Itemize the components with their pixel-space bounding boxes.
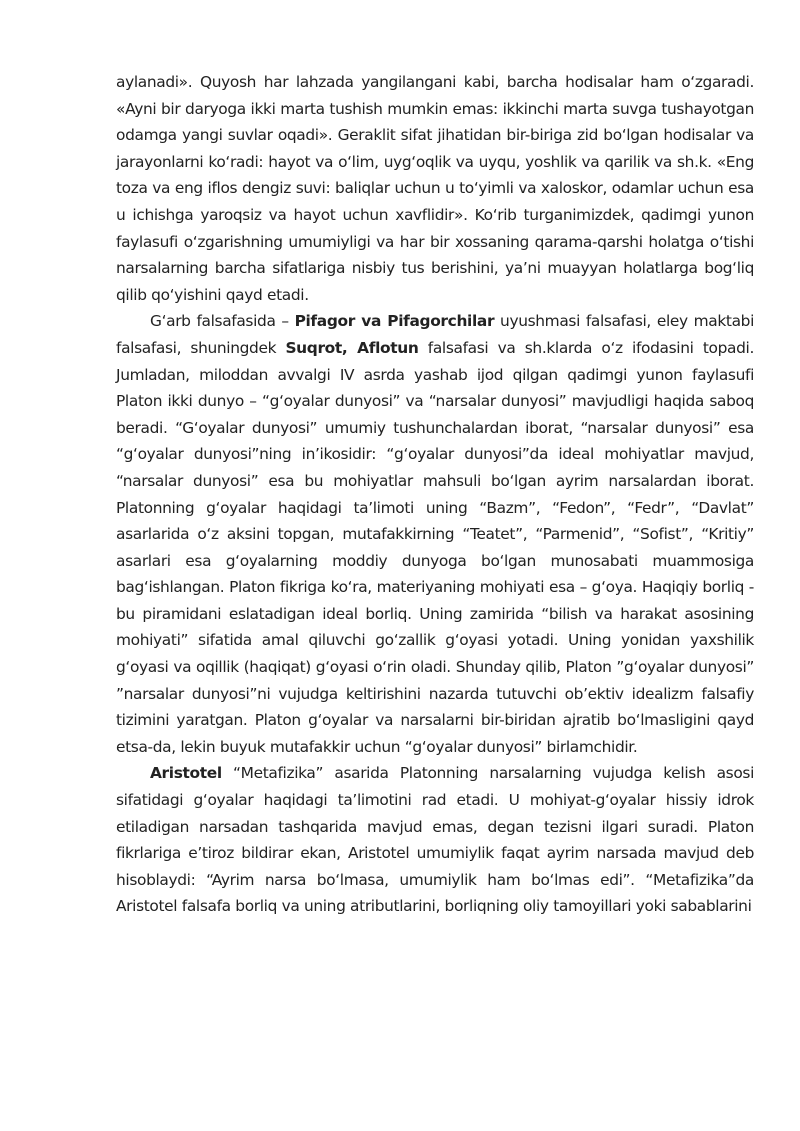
paragraph-plato bbox=[116, 308, 754, 760]
paragraph-plato-text-1: uyushmasi falsafasi, eley maktabi falsafasi, shuningdek bbox=[116, 312, 754, 357]
paragraph-plato-intro: G‘arb falsafasida – bbox=[150, 312, 295, 331]
paragraph-aristotle bbox=[116, 760, 754, 920]
document-page bbox=[116, 69, 754, 920]
bold-pythagoras: Pifagor va Pifagorchilar bbox=[294, 312, 495, 331]
paragraph-aristotle-text: “Metafizika” asarida Platonning narsalarning vujudga kelish asosi sifatidagi g‘oyalar haqidagi ta’limotini rad etadi. U mohiyat-g‘oyalar hissiy idrok etiladigan narsadan tashqarida mavjud emas, degan tezisni ilgari suradi. Platon fikrlariga e’tiroz bildirar ekan, Aristotel umumiylik faqat ayrim narsada mavjud deb hisoblaydi: “Ayrim narsa bo‘lmasa, umumiylik ham bo‘lmas edi”. “Metafizika”da Aristotel falsafa borliq va uning atributlarini, borliqning oliy tamoyillari yoki sabablarini bbox=[116, 764, 754, 916]
bold-socrates-plato: Suqrot, Aflotun bbox=[285, 338, 419, 357]
paragraph-heraclitus: aylanadi». Quyosh har lahzada yangilangani kabi, barcha hodisalar ham o‘zgaradi. «Ayni bir daryoga ikki marta tushish mumkin emas: ikkinchi marta suvga tushayotgan odamga yangi suvlar oqadi». Geraklit sifat jihatidan bir-biriga zid bo‘lgan hodisalar va jarayonlarni ko‘radi: hayot va o‘lim, uyg‘oqlik va uyqu, yoshlik va qarilik va sh.k. «Eng toza va eng iflos dengiz suvi: baliqlar uchun u to‘yimli va xaloskor, odamlar uchun esa u ichishga yaroqsiz va hayot uchun xavflidir». Ko‘rib turganimizdek, qadimgi yunon faylasufi o‘zgarishning umumiyligi va har bir xossaning qarama-qarshi holatga o‘tishi narsalarning barcha sifatlariga nisbiy tus berishini, ya’ni muayyan holatlarga bog‘liq qilib qo‘yishini qayd etadi. bbox=[116, 73, 754, 304]
paragraph-plato-text-2: falsafasi va sh.klarda o‘z ifodasini topadi. Jumladan, miloddan avvalgi IV asrda yashab ijod qilgan qadimgi yunon faylasufi Platon ikki dunyo – “g‘oyalar dunyosi” va “narsalar dunyosi” mavjudligi haqida saboq beradi. “G‘oyalar dunyosi” umumiy tushunchalardan iborat, “narsalar dunyosi” esa “g‘oyalar dunyosi”ning in’ikosidir: “g‘oyalar dunyosi”da ideal mohiyatlar mavjud, “narsalar dunyosi” esa bu mohiyatlar mahsuli bo‘lgan ayrim narsalardan iborat. Platonning g‘oyalar haqidagi ta’limoti uning “Bazm”, “Fedon”, “Fedr”, “Davlat” asarlarida o‘z aksini topgan, mutafakkirning “Teatet”, “Parmenid”, “Sofist”, “Kritiy” asarlari esa g‘oyalarning moddiy dunyoga bo‘lgan munosabati muammosiga bag‘ishlangan. Platon fikriga ko‘ra, materiyaning mohiyati esa – g‘oya. Haqiqiy borliq - bu piramidani eslatadigan ideal borliq. Uning zamirida “bilish va harakat asosining mohiyati” sifatida amal qiluvchi go‘zallik g‘oyasi yotadi. Uning yonidan yaxshilik g‘oyasi va oqillik (haqiqat) g‘oyasi o‘rin oladi. Shunday qilib, Platon ”g‘oyalar dunyosi” ”narsalar dunyosi”ni vujudga keltirishini nazarda tutuvchi ob’ektiv idealizm falsafiy tizimini yaratgan. Platon g‘oyalar va narsalarni bir-biridan ajratib bo‘lmasligini qayd etsa-da, lekin buyuk mutafakkir uchun “g‘oyalar dunyosi” birlamchidir. bbox=[116, 338, 754, 756]
bold-aristotle: Aristotel bbox=[150, 764, 222, 783]
